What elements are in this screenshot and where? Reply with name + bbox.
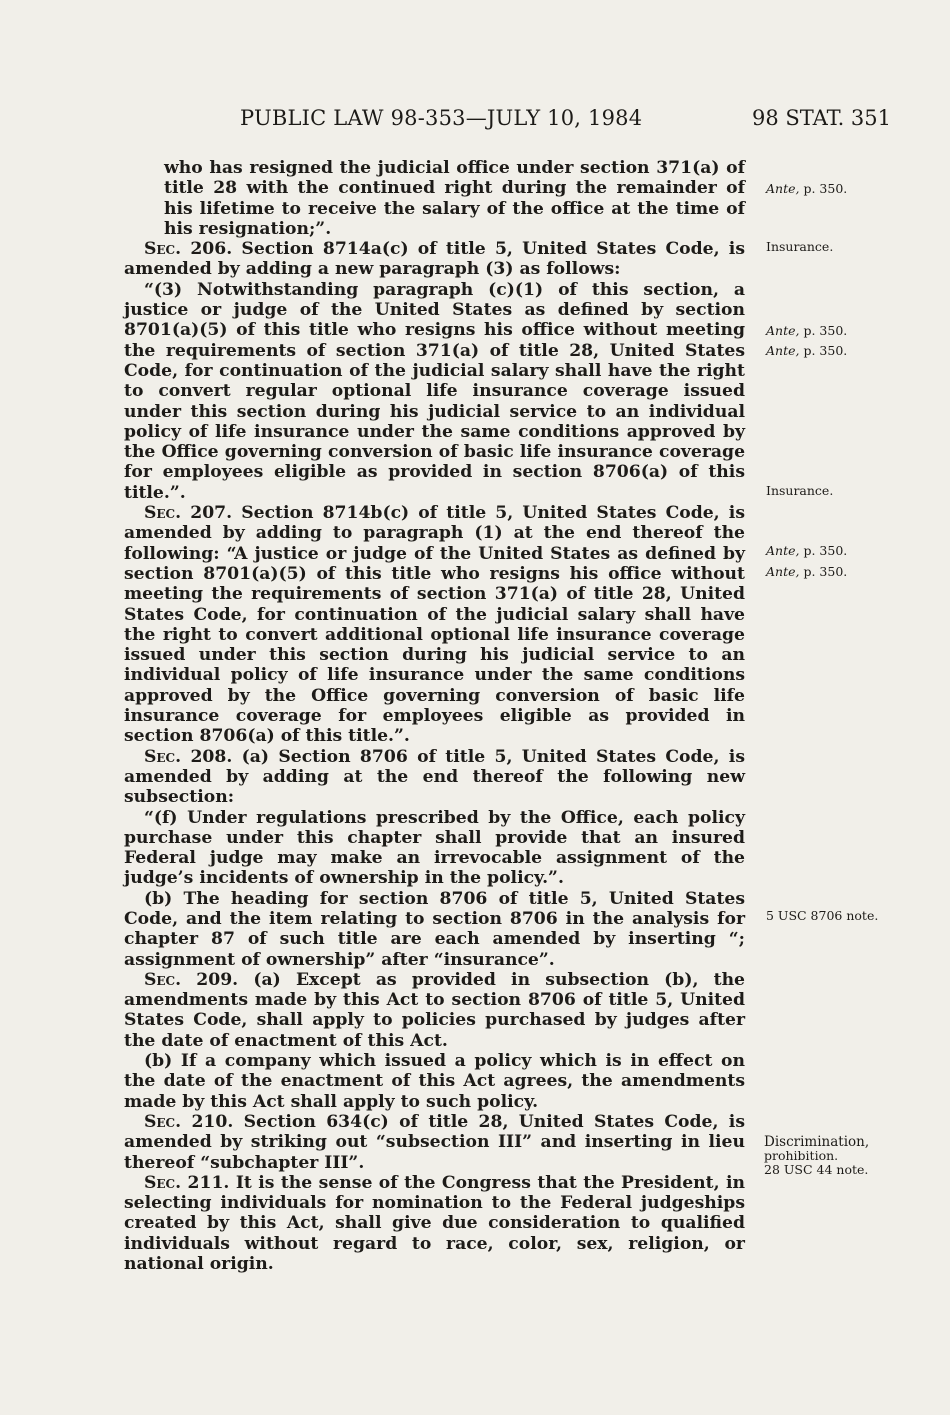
paragraph-sec-207 (124, 503, 745, 747)
paragraph-sec-206-3: “(3) Notwithstanding paragraph (c)(1) of this section, a justice or judge of the United States as defined by section 8701(a)(5) of this title who resigns his office without meeting the requirements of section 371(a) of title 28, United States Code, for continuation of the judicial salary shall have the right to convert regular optional life insurance coverage issued under this section during his judicial service to an individual policy of life insurance under the same conditions approved by the Office governing conversion of basic life insurance coverage for employees eligible as provided in section 8706(a) of this title.”. (124, 279, 745, 503)
paragraph-text: 206. Section 8714a(c) of title 5, United States Code, is amended by adding a new paragraph (3) as follows: (124, 239, 746, 280)
paragraph-sec-209-b: (b) If a company which issued a policy which is in effect on the date of the enactment of this Act agrees, the amendments made by this Act shall apply to such policy. (124, 1051, 745, 1112)
margin-note-ante: Ante, p. 350. (766, 323, 848, 338)
sec-label: Sec. (144, 1111, 182, 1132)
margin-note-insurance: Insurance. (766, 239, 834, 254)
paragraph-sec-208 (124, 747, 745, 808)
sec-label: Sec. (144, 503, 182, 524)
paragraph-sec-208-f: “(f) Under regulations prescribed by the Office, each policy purchase under this chapter shall provide that an insured Federal judge may make an irrevocable assignment of the judge’s incidents of ownership in the policy.”. (124, 807, 745, 889)
margin-note-ante: Ante, p. 350. (766, 343, 848, 358)
paragraph-sec-206 (124, 239, 745, 280)
paragraph-sec-209 (124, 970, 745, 1051)
sec-label: Sec. (144, 969, 182, 990)
paragraph-text: 209. (a) Except as provided in subsection (b), the amendments made by this Act to section 8706 of title 5, United States Code, shall apply to policies purchased by judges after the date of enactment of this Act. (124, 969, 745, 1051)
page-header-title: PUBLIC LAW 98-353—JULY 10, 1984 (240, 106, 643, 130)
paragraph-text: 207. Section 8714b(c) of title 5, United States Code, is amended by adding to paragraph (1) at the end thereof the following: “A justice or judge of the United States as defined by section 8701(a)(5) of this title who resigns his office without meeting the requirements of section 371(a) of title 28, United States Code, for continuation of the judicial salary shall have the right to convert additional optional life insurance coverage issued under this section during his judicial service to an individual policy of life insurance under the same conditions approved by the Office governing conversion of basic life insurance coverage for employees eligible as provided in section 8706(a) of this title.”. (124, 503, 745, 747)
margin-note-insurance: Insurance. (766, 483, 834, 498)
body-text (124, 158, 745, 1274)
paragraph-text: 208. (a) Section 8706 of title 5, United States Code, is amended by adding at the end thereof the following new subsection: (124, 746, 745, 808)
sec-label: Sec. (144, 746, 182, 767)
paragraph-sec-208-b: (b) The heading for section 8706 of title 5, United States Code, and the item relating to section 8706 in the analysis for chapter 87 of such title are each amended by inserting “; assignment of ownership” after “insurance”. (124, 888, 745, 970)
sec-label: Sec. (144, 239, 182, 260)
paragraph-sec-211 (124, 1173, 745, 1274)
paragraph-sec-210 (124, 1112, 745, 1173)
paragraph-text: 210. Section 634(c) of title 28, United States Code, is amended by striking out “subsection III” and inserting in lieu thereof “subchapter III”. (124, 1111, 745, 1173)
margin-note-ante: Ante, p. 350. (766, 181, 848, 196)
margin-note-ante: Ante, p. 350. (766, 543, 848, 558)
page-number: 98 STAT. 351 (752, 106, 892, 130)
paragraph-continuation: who has resigned the judicial office under section 371(a) of title 28 with the continued right during the remainder of his lifetime to receive the salary of the office at the time of his resignation;”. (164, 158, 745, 239)
margin-note-usc-8706: 5 USC 8706 note. (766, 908, 879, 923)
paragraph-text: 211. It is the sense of the Congress that the President, in selecting individuals for nomination to the Federal judgeships created by this Act, shall give due consideration to qualified individuals without regard to race, color, sex, religion, or national origin. (124, 1172, 746, 1275)
margin-note-ante: Ante, p. 350. (766, 564, 848, 579)
margin-note-discrimination: Discrimination, prohibition. 28 USC 44 note. (764, 1134, 870, 1177)
sec-label: Sec. (144, 1172, 182, 1193)
